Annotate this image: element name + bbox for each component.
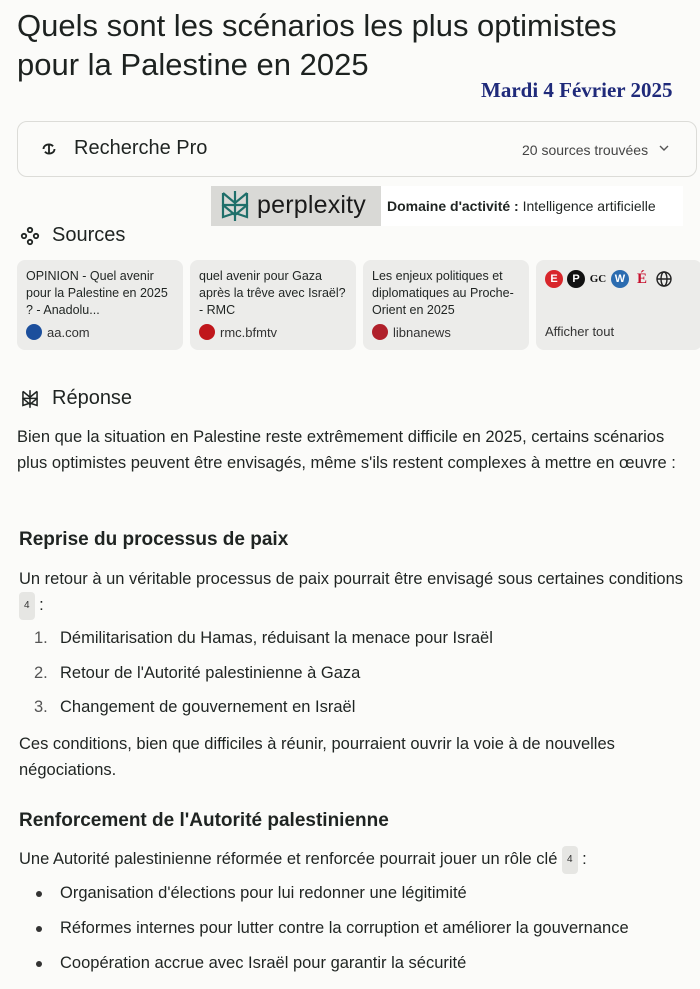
source-card-title: quel avenir pour Gaza après la trêve avec Israël? - RMC — [199, 269, 346, 317]
source-card[interactable] — [17, 260, 183, 350]
domain-value: Intelligence artificielle — [522, 198, 656, 214]
globe-icon — [655, 270, 673, 288]
list-number: 2. — [34, 664, 48, 682]
source-card-title: OPINION - Quel avenir pour la Palestine en 2025 ? - Anadolu... — [26, 269, 168, 317]
sources-found-count: 20 sources trouvées — [522, 142, 649, 158]
section-title: Renforcement de l'Autorité palestinienne — [19, 810, 389, 831]
aa-favicon-icon — [26, 324, 42, 340]
list-item: Retour de l'Autorité palestinienne à Gaza — [60, 664, 361, 682]
source-card-site — [26, 324, 90, 340]
source-card-site — [199, 324, 277, 340]
section-text-body: Un retour à un véritable processus de paix pourrait être envisagé sous certaines conditions — [19, 570, 684, 588]
pro-search-label: Recherche Pro — [74, 137, 208, 159]
section-text-body: Une Autorité palestinienne réformée et renforcée pourrait jouer un rôle clé — [19, 850, 558, 868]
citation-badge[interactable]: 4 — [19, 592, 35, 620]
libnanews-favicon-icon — [372, 324, 388, 340]
answer-intro: Bien que la situation en Palestine reste extrêmement difficile en 2025, certains scénarios plus optimistes peuvent être envisagés, même s'ils restent complexes à mettre en œuvre : — [17, 428, 676, 472]
perplexity-wordmark: perplexity — [257, 191, 366, 219]
source-card-title: Les enjeux politiques et diplomatiques au Proche-Orient en 2025 — [372, 269, 514, 317]
list-item: Organisation d'élections pour lui redonner une légitimité — [60, 884, 467, 902]
domain-label: Domaine d'activité : — [387, 198, 519, 214]
favicon-gc-icon: GC — [589, 270, 607, 288]
source-favicons — [545, 270, 693, 288]
source-card[interactable] — [190, 260, 356, 350]
bullet — [36, 961, 42, 967]
answer-heading-label: Réponse — [52, 387, 133, 409]
citation-badge[interactable]: 4 — [562, 846, 578, 874]
domain-info — [381, 186, 683, 226]
date-stamp: Mardi 4 Février 2025 — [481, 78, 673, 102]
rmc-favicon-icon — [199, 324, 215, 340]
page-title — [17, 6, 697, 84]
list-item: Réformes internes pour lutter contre la corruption et améliorer la gouvernance — [60, 919, 629, 937]
perplexity-answer-icon — [20, 389, 40, 409]
pro-search-icon — [38, 138, 60, 160]
show-all-label: Afficher tout — [545, 324, 615, 339]
sources-icon — [20, 226, 40, 246]
list-number: 1. — [34, 629, 48, 647]
list-item: Démilitarisation du Hamas, réduisant la menace pour Israël — [60, 629, 493, 647]
source-site-label: rmc.bfmtv — [220, 324, 278, 340]
pro-search-panel[interactable] — [17, 121, 697, 177]
bullet — [36, 926, 42, 932]
chevron-down-icon[interactable] — [658, 142, 670, 154]
list-item: Changement de gouvernement en Israël — [60, 698, 356, 716]
favicon-p-icon: P — [567, 270, 585, 288]
title-line-2: pour la Palestine en 2025 — [17, 47, 369, 82]
bullet — [36, 891, 42, 897]
list-number: 3. — [34, 698, 48, 716]
source-card[interactable] — [363, 260, 529, 350]
section-title: Reprise du processus de paix — [19, 529, 289, 550]
section-outro: Ces conditions, bien que difficiles à réunir, pourraient ouvrir la voie à de nouvelles négociations. — [19, 735, 615, 779]
favicon-e-icon: E — [545, 270, 563, 288]
source-site-label: aa.com — [47, 324, 90, 340]
list-item: Coopération accrue avec Israël pour garantir la sécurité — [60, 954, 467, 972]
perplexity-banner — [211, 186, 381, 226]
source-card-site — [372, 324, 451, 340]
show-all-sources-card[interactable] — [536, 260, 700, 350]
favicon-e-accent-icon: É — [633, 270, 651, 288]
sources-heading-label: Sources — [52, 224, 126, 246]
title-line-1: Quels sont les scénarios les plus optimistes — [17, 8, 617, 43]
section-text: Un retour à un véritable processus de paix pourrait être envisagé sous certaines conditions 4 : — [19, 566, 695, 620]
wordpress-icon: W — [611, 270, 629, 288]
perplexity-logo-icon — [219, 189, 251, 223]
source-site-label: libnanews — [393, 324, 451, 340]
section-text: Une Autorité palestinienne réformée et renforcée pourrait jouer un rôle clé 4 : — [19, 846, 695, 874]
